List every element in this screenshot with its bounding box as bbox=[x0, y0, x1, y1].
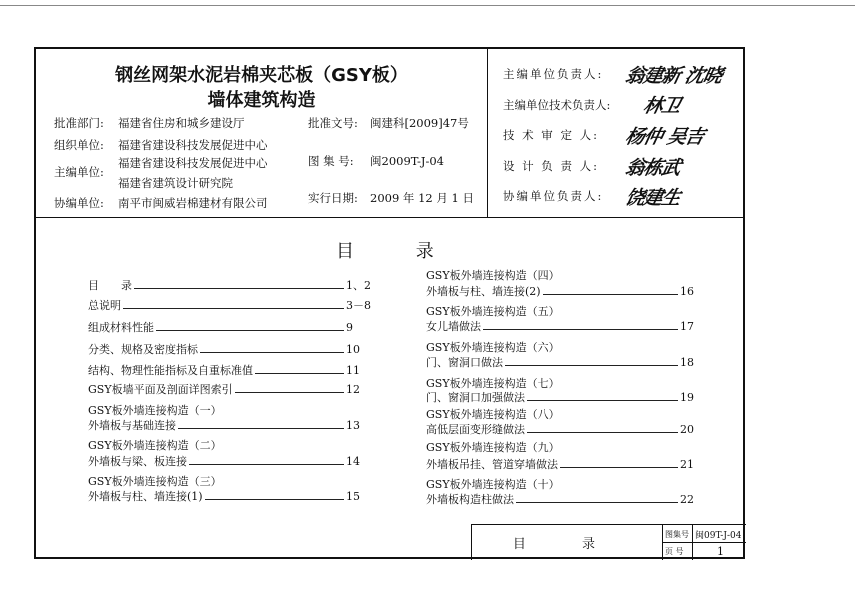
sign-label-chief-head: 主编单位负责人: bbox=[503, 67, 604, 81]
leader-line bbox=[123, 307, 344, 309]
toc-entry[interactable] bbox=[88, 488, 360, 504]
toc-entry-label: 外墙板与梁、板连接 bbox=[88, 455, 187, 468]
document-title: 钢丝网架水泥岩棉夹芯板（GSY板） bbox=[115, 65, 408, 86]
leader-line bbox=[156, 329, 344, 331]
toc-entry-label: 分类、规格及密度指标 bbox=[88, 343, 198, 356]
toc-entry[interactable] bbox=[88, 453, 360, 469]
co-unit-label: 协编单位: bbox=[54, 196, 104, 210]
toc-section-heading: GSY板外墙连接构造（十） bbox=[426, 478, 560, 491]
leader-line bbox=[527, 399, 678, 401]
atlas-no: 闽2009T-J-04 bbox=[370, 154, 444, 168]
signature-reviewer: 杨仲 吴吉 bbox=[623, 126, 706, 148]
toc-section-heading: GSY板外墙连接构造（一） bbox=[88, 404, 222, 417]
toc-entry-label: 目 录 bbox=[88, 279, 132, 292]
leader-line bbox=[255, 372, 344, 374]
toc-entry-label: 女儿墙做法 bbox=[426, 320, 481, 333]
toc-entry[interactable] bbox=[426, 283, 694, 299]
chief-unit-2: 福建省建筑设计研究院 bbox=[118, 176, 233, 190]
toc-entry-page: 19 bbox=[680, 391, 694, 404]
leader-line bbox=[560, 466, 678, 468]
leader-line bbox=[543, 293, 678, 295]
toc-entry-label: 外墙板与基础连接 bbox=[88, 419, 176, 432]
signature-designer: 翁栋武 bbox=[623, 157, 683, 179]
leader-line bbox=[134, 287, 344, 289]
toc-entry[interactable] bbox=[88, 277, 371, 293]
toc-entry-page: 20 bbox=[680, 423, 694, 436]
org-unit-label: 组织单位: bbox=[54, 138, 104, 152]
sign-label-co-head: 协编单位负责人: bbox=[503, 189, 604, 203]
signature-chief-head: 翁建新 沈晓 bbox=[623, 65, 724, 87]
toc-entry-label: GSY板墙平面及剖面详图索引 bbox=[88, 383, 233, 396]
title-block-atlas-value: 闽09T-J-04 bbox=[695, 531, 742, 541]
toc-section-heading: GSY板外墙连接构造（五） bbox=[426, 305, 560, 318]
atlas-no-label: 图 集 号: bbox=[308, 154, 354, 168]
leader-line bbox=[205, 498, 344, 500]
leader-line bbox=[483, 328, 678, 330]
toc-entry-page: 13 bbox=[346, 419, 360, 432]
effective-date-label: 实行日期: bbox=[308, 191, 358, 205]
title-block-atlas-label: 图集号 bbox=[665, 530, 689, 539]
toc-entry-page: 17 bbox=[680, 320, 694, 333]
toc-entry[interactable] bbox=[88, 417, 360, 433]
toc-entry[interactable] bbox=[426, 354, 694, 370]
document-subtitle: 墙体建筑构造 bbox=[207, 90, 316, 111]
approval-doc-label: 批准文号: bbox=[308, 116, 358, 130]
title-block-page-value: 1 bbox=[717, 545, 724, 558]
toc-entry[interactable] bbox=[88, 362, 360, 378]
toc-entry-page: 22 bbox=[680, 493, 694, 506]
title-block-page-label: 页 号 bbox=[665, 547, 684, 556]
leader-line bbox=[505, 364, 678, 366]
toc-section-heading: GSY板外墙连接构造（六） bbox=[426, 341, 560, 354]
signature-tech-head: 林卫 bbox=[641, 95, 683, 117]
toc-title: 目 录 bbox=[336, 241, 462, 262]
toc-entry-page: 18 bbox=[680, 356, 694, 369]
toc-entry-page: 14 bbox=[346, 455, 360, 468]
toc-entry-page: 15 bbox=[346, 490, 360, 503]
org-unit: 福建省建设科技发展促进中心 bbox=[118, 138, 268, 152]
toc-entry-label: 组成材料性能 bbox=[88, 321, 154, 334]
toc-section-heading: GSY板外墙连接构造（八） bbox=[426, 408, 560, 421]
sign-label-designer: 设 计 负 责 人: bbox=[503, 159, 599, 173]
toc-entry[interactable] bbox=[88, 381, 360, 397]
toc-entry-label: 外墙板与柱、墙连接(1) bbox=[88, 490, 203, 503]
toc-entry-page: 12 bbox=[346, 383, 360, 396]
sign-label-reviewer: 技 术 审 定 人: bbox=[503, 128, 599, 142]
toc-entry-label: 外墙板构造柱做法 bbox=[426, 493, 514, 506]
approval-dept: 福建省住房和城乡建设厅 bbox=[118, 116, 245, 130]
toc-entry[interactable] bbox=[426, 421, 694, 437]
toc-entry-label: 外墙板吊挂、管道穿墙做法 bbox=[426, 458, 558, 471]
title-block-name: 目 录 bbox=[512, 537, 622, 552]
toc-entry-page: 9 bbox=[346, 321, 353, 334]
header-bottom-border bbox=[36, 217, 743, 218]
effective-date: 2009 年 12 月 1 日 bbox=[370, 191, 474, 205]
toc-entry[interactable] bbox=[88, 297, 371, 313]
leader-line bbox=[516, 501, 678, 503]
toc-entry-label: 门、窗洞口加强做法 bbox=[426, 391, 525, 404]
toc-entry-page: 16 bbox=[680, 285, 694, 298]
header-divider bbox=[487, 49, 488, 217]
toc-entry-label: 总说明 bbox=[88, 299, 121, 312]
toc-entry-page: 1、2 bbox=[346, 279, 371, 292]
toc-section-heading: GSY板外墙连接构造（三） bbox=[88, 475, 222, 488]
leader-line bbox=[178, 427, 344, 429]
toc-entry-label: 门、窗洞口做法 bbox=[426, 356, 503, 369]
approval-doc: 闽建科[2009]47号 bbox=[370, 116, 469, 130]
toc-entry[interactable] bbox=[88, 341, 360, 357]
toc-section-heading: GSY板外墙连接构造（二） bbox=[88, 439, 222, 452]
chief-unit-label: 主编单位: bbox=[54, 165, 104, 179]
leader-line bbox=[200, 351, 344, 353]
chief-unit-1: 福建省建设科技发展促进中心 bbox=[118, 156, 268, 170]
toc-entry[interactable] bbox=[426, 318, 694, 334]
toc-entry-page: 11 bbox=[346, 364, 360, 377]
toc-entry[interactable] bbox=[426, 456, 694, 472]
toc-entry-label: 结构、物理性能指标及自重标准值 bbox=[88, 364, 253, 377]
title-block-divider bbox=[662, 542, 746, 543]
title-block bbox=[471, 524, 746, 560]
toc-entry[interactable] bbox=[426, 491, 694, 507]
page-top-rule bbox=[0, 5, 855, 6]
leader-line bbox=[189, 463, 344, 465]
sign-label-tech-head: 主编单位技术负责人: bbox=[503, 98, 611, 112]
approval-dept-label: 批准部门: bbox=[54, 116, 104, 130]
toc-entry-page: 3－8 bbox=[346, 299, 371, 312]
toc-entry-page: 10 bbox=[346, 343, 360, 356]
toc-entry[interactable] bbox=[426, 389, 694, 405]
leader-line bbox=[235, 391, 344, 393]
toc-section-heading: GSY板外墙连接构造（四） bbox=[426, 269, 560, 282]
drawing-sheet bbox=[34, 47, 745, 559]
leader-line bbox=[527, 431, 678, 433]
toc-entry-label: 高低层面变形缝做法 bbox=[426, 423, 525, 436]
signature-co-head: 饶建生 bbox=[623, 187, 683, 209]
toc-section-heading: GSY板外墙连接构造（九） bbox=[426, 441, 560, 454]
co-unit: 南平市闽威岩棉建材有限公司 bbox=[118, 196, 268, 210]
toc-section-heading: GSY板外墙连接构造（七） bbox=[426, 377, 560, 390]
toc-entry-page: 21 bbox=[680, 458, 694, 471]
toc-entry-label: 外墙板与柱、墙连接(2) bbox=[426, 285, 541, 298]
toc-entry[interactable] bbox=[88, 319, 353, 335]
